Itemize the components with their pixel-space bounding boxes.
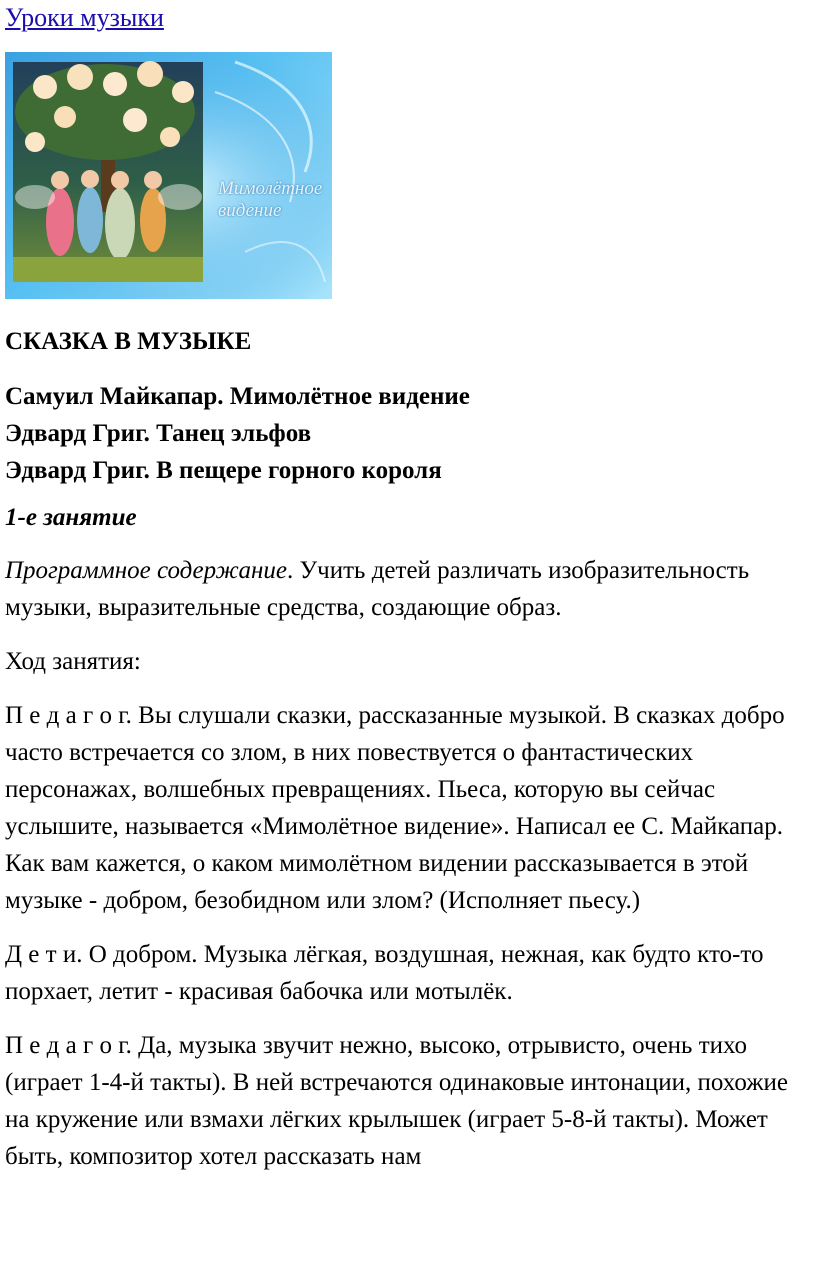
dialogue-text: О добром. Музыка лёгкая, воздушная, нежная, как будто кто-то порхает, летит - красивая бабочка или мотылёк. (5, 941, 764, 1005)
program-text: . Учить детей различать изобразительность музыки, выразительные средства, создающие образ. (5, 557, 750, 621)
lesson-progress-heading: Ход занятия: (5, 648, 141, 675)
program-label: Программное содержание (5, 557, 287, 584)
lessons-link[interactable]: Уроки музыки (5, 3, 164, 32)
dialogue-paragraph (5, 936, 816, 1010)
work-item: Эдвард Григ. Танец эльфов (5, 420, 312, 447)
fairy-illustration (5, 52, 332, 299)
dialogue-text: Вы слушали сказки, рассказанные музыкой. В сказках добро часто встречается со злом, в них повествуется о фантастических персонажах, волшебных превращениях. Пьеса, которую вы сейчас услышите, называется «Мимолётное видение». Написал ее С. Майкапар. Как вам кажется, о каком мимолётном видении рассказывается в этой музыке - добром, безобидном или злом? (Исполняет пьесу.) (5, 702, 785, 914)
work-item: Самуил Майкапар. Мимолётное видение (5, 383, 470, 410)
illustration-caption: Мимолётное видение (218, 178, 323, 221)
lesson-heading: 1-е занятие (5, 504, 137, 531)
speaker-label: Д е т и. (5, 941, 83, 968)
dialogue-paragraph (5, 1027, 816, 1175)
works-list (5, 378, 816, 489)
dialogue-paragraph (5, 697, 816, 919)
speaker-label: П е д а г о г. (5, 702, 132, 729)
page-title: СКАЗКА В МУЗЫКЕ (5, 328, 252, 355)
fairy-picture (5, 52, 332, 299)
work-item: Эдвард Григ. В пещере горного короля (5, 457, 442, 484)
speaker-label: П е д а г о г. (5, 1032, 132, 1059)
dialogue-text: Да, музыка звучит нежно, высоко, отрывисто, очень тихо (играет 1-4-й такты). В ней встречаются одинаковые интонации, похожие на кружение или взмахи лёгких крылышек (играет 5-8-й такты). Может быть, композитор хотел рассказать нам (5, 1032, 788, 1170)
program-paragraph (5, 552, 816, 626)
